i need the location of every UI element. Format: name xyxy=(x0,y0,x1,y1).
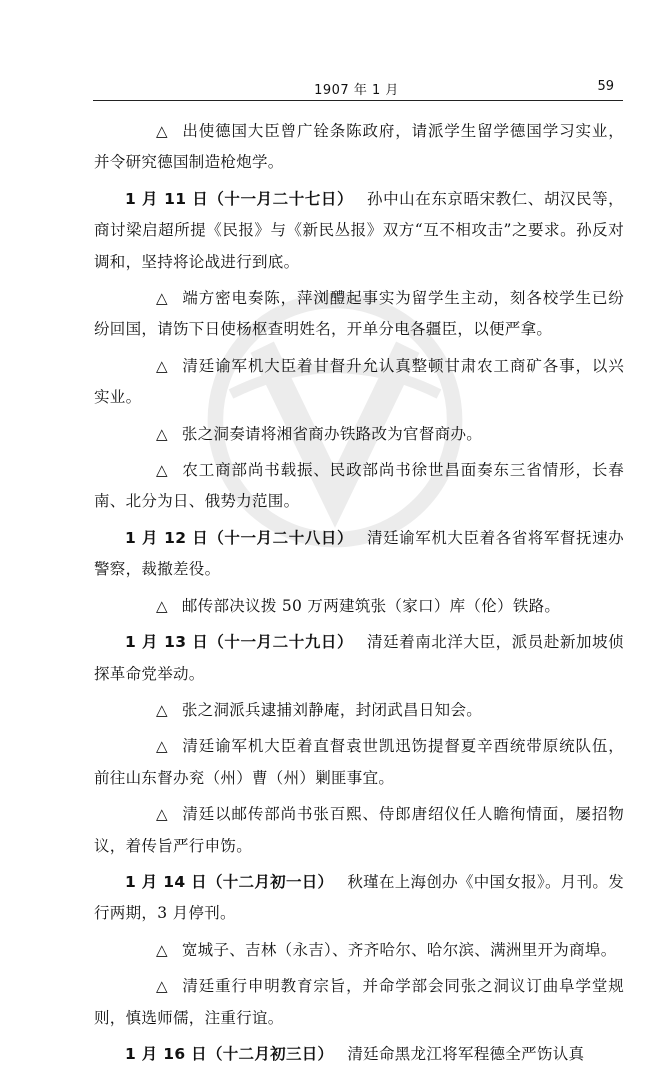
bullet-entry xyxy=(94,455,624,518)
bullet-entry xyxy=(94,283,624,346)
entry-text: 清廷着南北洋大臣，派员赴新加坡侦探革命党举动。 xyxy=(94,633,624,683)
entry-text: 张之洞派兵逮捕刘静庵，封闭武昌日知会。 xyxy=(181,700,483,719)
entry-date: 1 月 14 日（十二月初一日） xyxy=(125,872,334,891)
entry-text: 孙中山在东京晤宋教仁、胡汉民等，商讨梁启超所提《民报》与《新民丛报》双方“互不相攻击”之要求。孙反对调和，坚持将论战进行到底。 xyxy=(94,189,624,271)
entry-date: 1 月 16 日（十二月初三日） xyxy=(125,1044,334,1063)
entry-text: 清廷以邮传部尚书张百熙、侍郎唐绍仪任人瞻徇情面，屡招物议，着传旨严行申饬。 xyxy=(94,805,624,855)
bullet-entry xyxy=(94,591,624,622)
entry-text: 清廷重行申明教育宗旨，并命学部会同张之洞议订曲阜学堂规则，慎选师儒，注重行谊。 xyxy=(94,977,624,1027)
entry-date: 1 月 13 日（十一月二十九日） xyxy=(125,633,354,652)
entry-text: 端方密电奏陈，萍浏醴起事实为留学生主动，刻各校学生已纷纷回国，请饬下日使杨枢查明姓名，开单分电各疆臣，以便严拿。 xyxy=(94,289,624,339)
dated-entry xyxy=(94,627,624,690)
triangle-bullet-icon: △ xyxy=(156,122,168,140)
dated-entry xyxy=(94,867,624,930)
triangle-bullet-icon: △ xyxy=(156,461,168,480)
triangle-bullet-icon: △ xyxy=(156,356,168,375)
header-rule xyxy=(93,100,623,101)
entry-text: 张之洞奏请将湘省商办铁路改为官督商办。 xyxy=(181,424,483,443)
dated-entry xyxy=(94,184,624,278)
triangle-bullet-icon: △ xyxy=(156,737,168,756)
entry-date: 1 月 11 日（十一月二十七日） xyxy=(125,189,354,208)
chronicle-body xyxy=(94,116,624,1075)
entry-text: 农工商部尚书载振、民政部尚书徐世昌面奏东三省情形，长春南、北分为日、俄势力范围。 xyxy=(94,461,624,511)
triangle-bullet-icon: △ xyxy=(156,289,168,308)
entry-text: 邮传部决议拨 50 万两建筑张（家口）库（伦）铁路。 xyxy=(181,596,561,615)
entry-text: 清廷谕军机大臣着各省将军督抚速办警察，裁撤差役。 xyxy=(94,528,624,579)
page-number: 59 xyxy=(597,79,614,94)
triangle-bullet-icon: △ xyxy=(156,424,168,443)
entry-text: 秋瑾在上海创办《中国女报》。月刊。发行两期，3 月停刊。 xyxy=(94,872,625,923)
triangle-bullet-icon: △ xyxy=(156,977,168,996)
running-header xyxy=(93,79,620,99)
header-title: 1907 年 1 月 xyxy=(314,83,399,98)
triangle-bullet-icon: △ xyxy=(156,805,168,824)
bullet-entry xyxy=(94,351,624,414)
entry-text: 清廷谕军机大臣着甘督升允认真整顿甘肃农工商矿各事，以兴实业。 xyxy=(94,356,624,407)
triangle-bullet-icon: △ xyxy=(156,700,168,719)
bullet-entry xyxy=(94,935,624,966)
bullet-entry xyxy=(94,116,624,179)
entry-text: 出使德国大臣曾广铨条陈政府，请派学生留学德国学习实业，并令研究德国制造枪炮学。 xyxy=(94,122,624,172)
bullet-entry xyxy=(94,799,624,862)
entry-text: 清廷谕军机大臣着直督袁世凯迅饬提督夏辛酉统带原统队伍，前往山东督办兖（州）曹（州）剿匪事宜。 xyxy=(94,737,624,787)
triangle-bullet-icon: △ xyxy=(156,940,168,959)
bullet-entry xyxy=(94,419,624,450)
dated-entry xyxy=(94,1039,624,1070)
bullet-entry xyxy=(94,971,624,1034)
bullet-entry xyxy=(94,695,624,726)
triangle-bullet-icon: △ xyxy=(156,596,168,615)
entry-text: 清廷命黑龙江将军程德全严饬认真 xyxy=(347,1044,585,1063)
bullet-entry xyxy=(94,731,624,794)
entry-text: 宽城子、吉林（永吉）、齐齐哈尔、哈尔滨、满洲里开为商埠。 xyxy=(181,940,617,959)
entry-date: 1 月 12 日（十一月二十八日） xyxy=(125,528,354,547)
dated-entry xyxy=(94,523,624,586)
